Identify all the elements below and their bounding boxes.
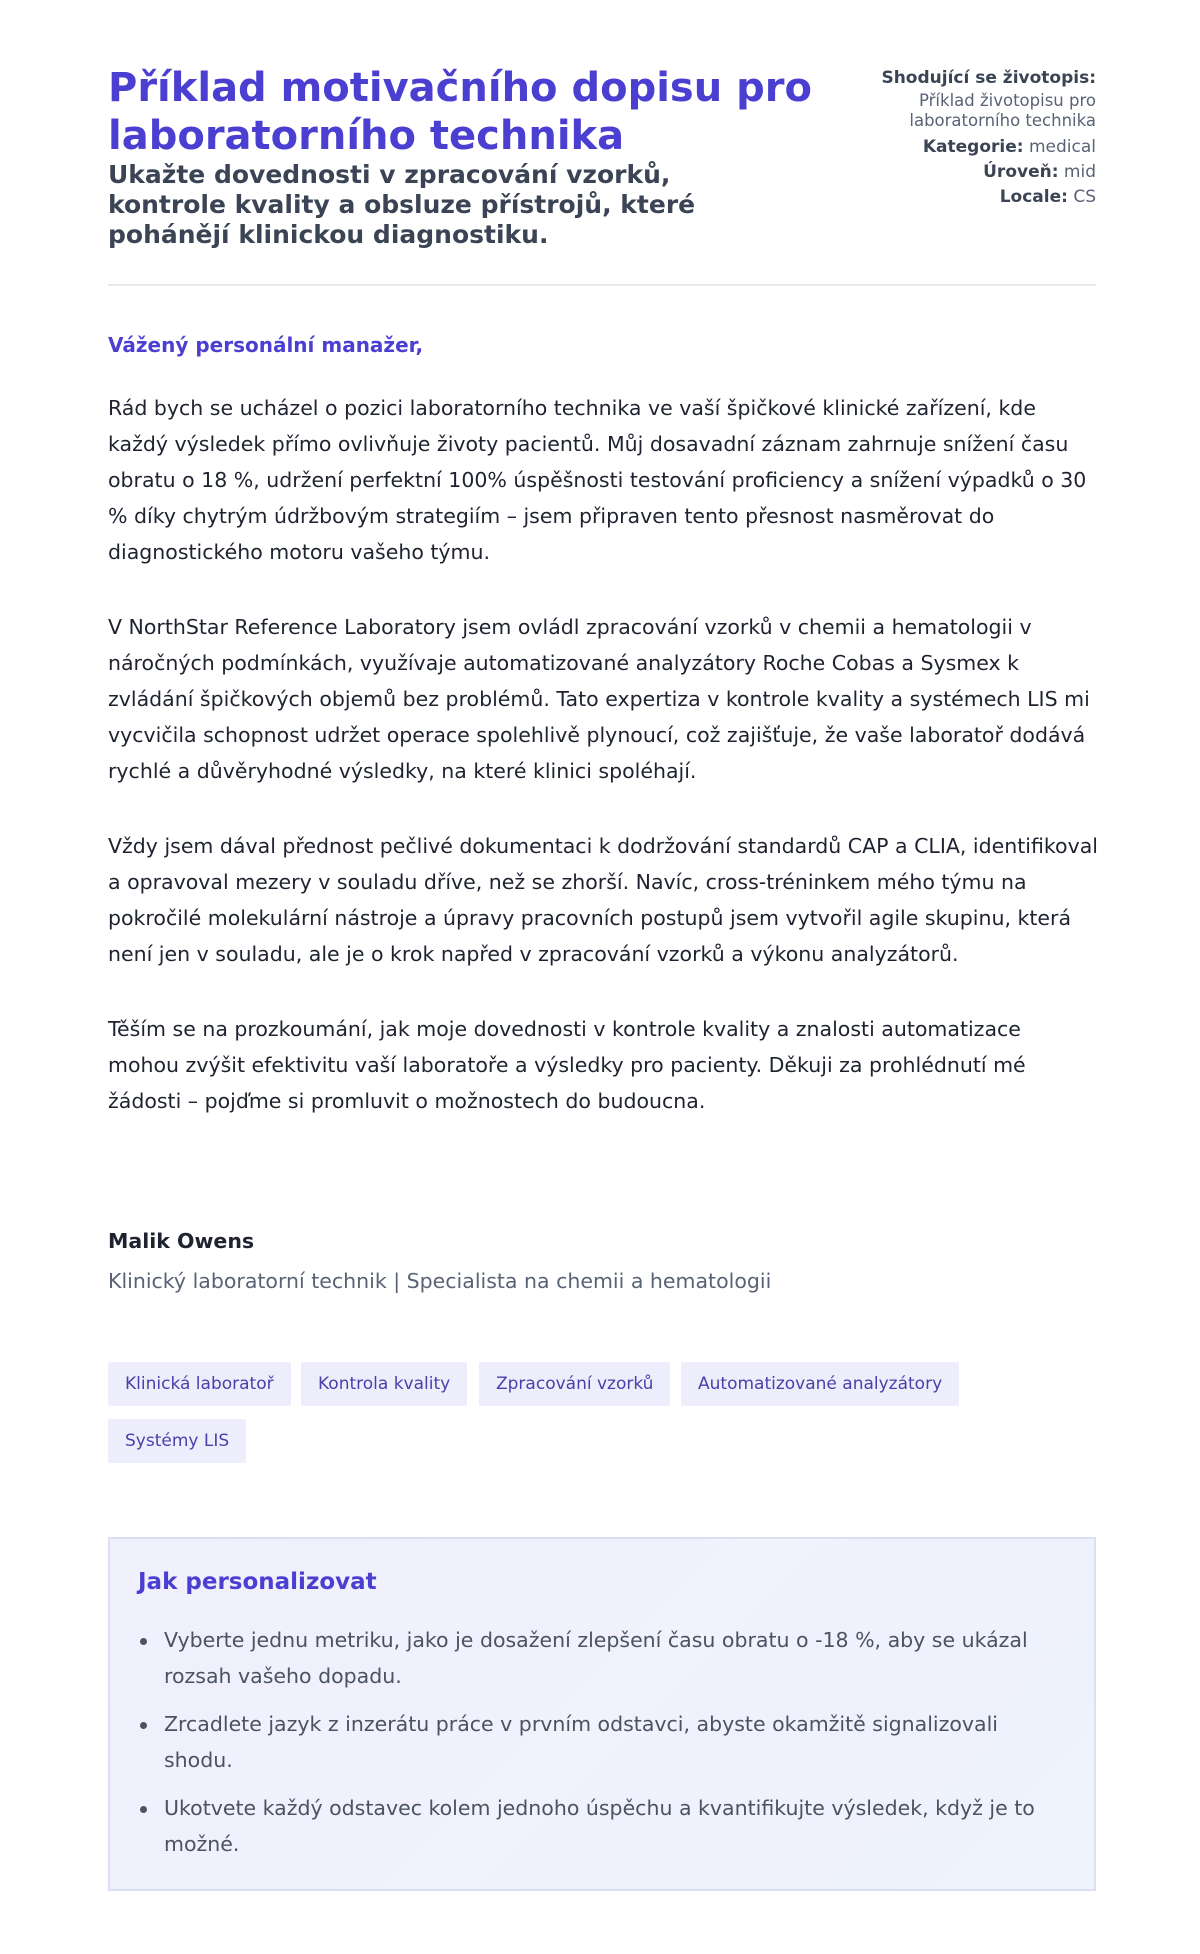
tips-list: [138, 1622, 1058, 1874]
header-divider: [108, 284, 1096, 286]
level-value: mid: [1063, 162, 1096, 182]
category-value: medical: [1028, 137, 1096, 157]
skill-tag: Systémy LIS: [108, 1419, 246, 1463]
matching-resume-link[interactable]: Příklad životopisu pro laboratorního technika: [909, 91, 1096, 130]
letter-paragraph: Vždy jsem dával přednost pečlivé dokumentaci k dodržování standardů CAP a CLIA, identifikoval a opravoval mezery v souladu dříve, než se zhorší. Navíc, cross-tréninkem mého týmu na pokročilé molekulární nástroje a úpravy pracovních postupů jsem vytvořil agile skupinu, která není jen v souladu, ale je o krok napřed v zpracování vzorků a výkonu analyzátorů.: [108, 834, 1098, 966]
personalize-tips-box: [108, 1537, 1096, 1891]
skill-tag: Zpracování vzorků: [479, 1362, 670, 1406]
level-label: Úroveň:: [983, 162, 1059, 182]
tip-item: Vyberte jednu metriku, jako je dosažení zlepšení času obratu o -18 %, aby se ukázal rozsah vašeho dopadu.: [138, 1622, 1058, 1694]
letter-paragraph: Těším se na prozkoumání, jak moje dovednosti v kontrole kvality a znalosti automatizace mohou zvýšit efektivitu vaší laboratoře a výsledky pro pacienty. Děkuji za prohlédnutí mé žádosti – pojďme si promluvit o možnostech do budoucna.: [108, 1017, 1026, 1113]
category-label: Kategorie:: [922, 137, 1024, 157]
skill-tag: Kontrola kvality: [301, 1362, 467, 1406]
tip-item: Zrcadlete jazyk z inzerátu práce v prvním odstavci, abyste okamžitě signalizovali shodu.: [138, 1706, 1058, 1778]
tips-title: Jak personalizovat: [138, 1569, 377, 1595]
locale-label: Locale:: [999, 187, 1068, 207]
signature-role: Klinický laboratorní technik | Specialista na chemii a hematologii: [108, 1269, 772, 1293]
page-subtitle: Ukažte dovednosti v zpracování vzorků, kontrole kvality a obsluze přístrojů, které pohánějí klinickou diagnostiku.: [108, 160, 696, 249]
letter-paragraph: V NorthStar Reference Laboratory jsem ovládl zpracování vzorků v chemii a hematologii v náročných podmínkách, využívaje automatizované analyzátory Roche Cobas a Sysmex k zvládání špičkových objemů bez problémů. Tato expertiza v kontrole kvality a systémech LIS mi vycvičila schopnost udržet operace spolehlivě plynoucí, což zajišťuje, že vaše laboratoř dodává rychlé a důvěryhodné výsledky, na které klinici spoléhají.: [108, 615, 1090, 783]
meta-locale: [796, 185, 1096, 210]
tip-item: Ukotvete každý odstavec kolem jednoho úspěchu a kvantifikujte výsledek, když je to možné.: [138, 1790, 1058, 1862]
signature-name: Malik Owens: [108, 1229, 255, 1253]
skill-tag: Klinická laboratoř: [108, 1362, 291, 1406]
letter-greeting: Vážený personální manažer,: [108, 333, 424, 357]
matching-resume-label: Shodující se životopis:: [881, 68, 1096, 88]
skill-tag: Automatizované analyzátory: [681, 1362, 959, 1406]
locale-value: CS: [1073, 187, 1096, 207]
letter-body: [108, 390, 1098, 1158]
meta-panel: [796, 66, 1096, 210]
page-title: Příklad motivačního dopisu pro laboratorního technika: [108, 65, 812, 159]
letter-paragraph: Rád bych se ucházel o pozici laboratorního technika ve vaší špičkové klinické zařízení, kde každý výsledek přímo ovlivňuje životy pacientů. Můj dosavadní záznam zahrnuje snížení času obratu o 18 %, udržení perfektní 100% úspěšnosti testování proficiency a snížení výpadků o 30 % díky chytrým údržbovým strategiím – jsem připraven tento přesnost nasměrovat do diagnostického motoru vašeho týmu.: [108, 396, 1087, 564]
page-header: [108, 64, 1096, 284]
meta-level: [796, 160, 1096, 185]
meta-category: [796, 135, 1096, 160]
